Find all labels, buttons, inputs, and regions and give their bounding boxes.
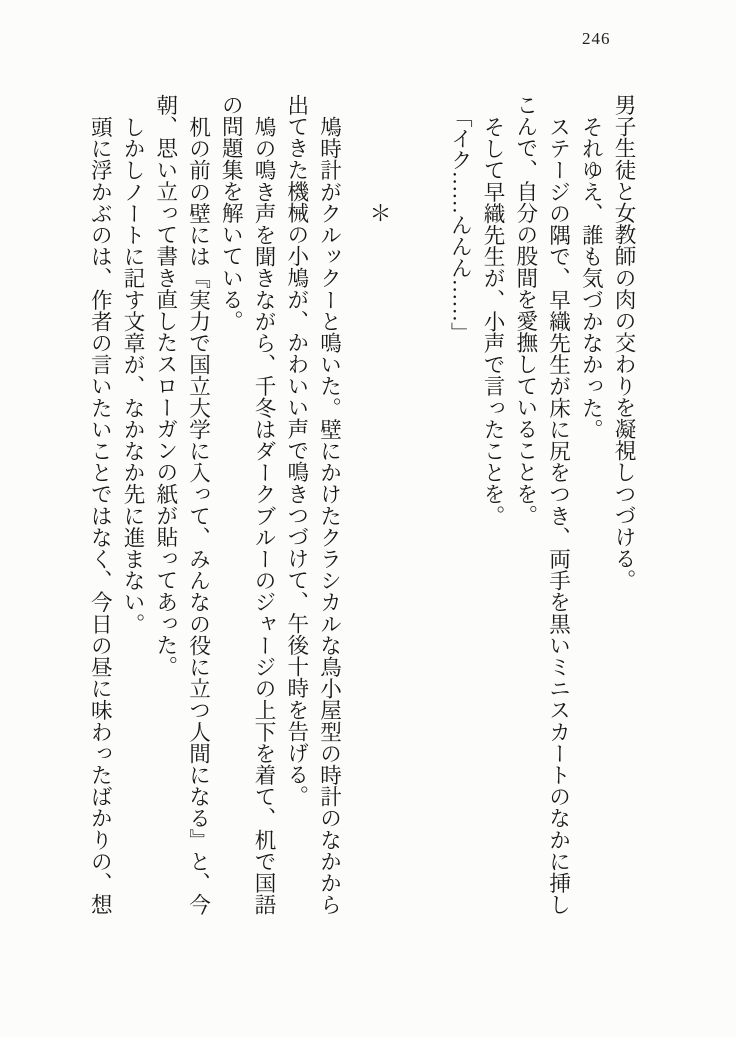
text-column-9: 鳩の鳴き声を聞きながら、千冬はダークブルーのジャージの上下を着て、机で国語 [252, 115, 276, 915]
text-column-12: 朝、思い立って書き直したスローガンの紙が貼ってあった。 [153, 94, 178, 678]
text-column-4: こんで、自分の股間を愛撫していることを。 [513, 94, 538, 526]
text-column-11: 机の前の壁には『実力で国立大学に入って、みんなの役に立つ人間になる』と、今 [186, 115, 211, 915]
text-column-5: そして早織先生が、小声で言ったことを。 [481, 115, 505, 526]
text-column-14: 頭に浮かぶのは、作者の言いたいことではなく、今日の昼に味わったばかりの、想 [88, 115, 113, 915]
section-break [346, 94, 444, 916]
text-column-3: ステージの隅で、早織先生が床に尻をつき、両手を黒いミニスカートのなかに挿し [546, 115, 571, 915]
text-column-13: しかしノートに記す文章が、なかなか先に進まない。 [121, 115, 145, 634]
text-column-2: それゆえ、誰も気づかなかった。 [579, 115, 604, 440]
text-column-7: 鳩時計がクルックーと鳴いた。壁にかけたクラシカルな鳥小屋型の時計のなかから [317, 115, 342, 915]
text-column-1: 男子生徒と女教師の肉の交わりを凝視しつづける。 [612, 94, 636, 591]
section-break-asterisk: ＊ [369, 201, 392, 226]
text-column-8: 出てきた機械の小鳩が、かわいい声で鳴きつづけて、午後十時を告げる。 [284, 94, 309, 807]
body-text [84, 94, 641, 918]
text-column-10: の問題集を解いている。 [219, 94, 244, 332]
page-number: 246 [582, 29, 611, 48]
text-column-6-dialogue: 「イク……んんん……」 [448, 106, 473, 344]
